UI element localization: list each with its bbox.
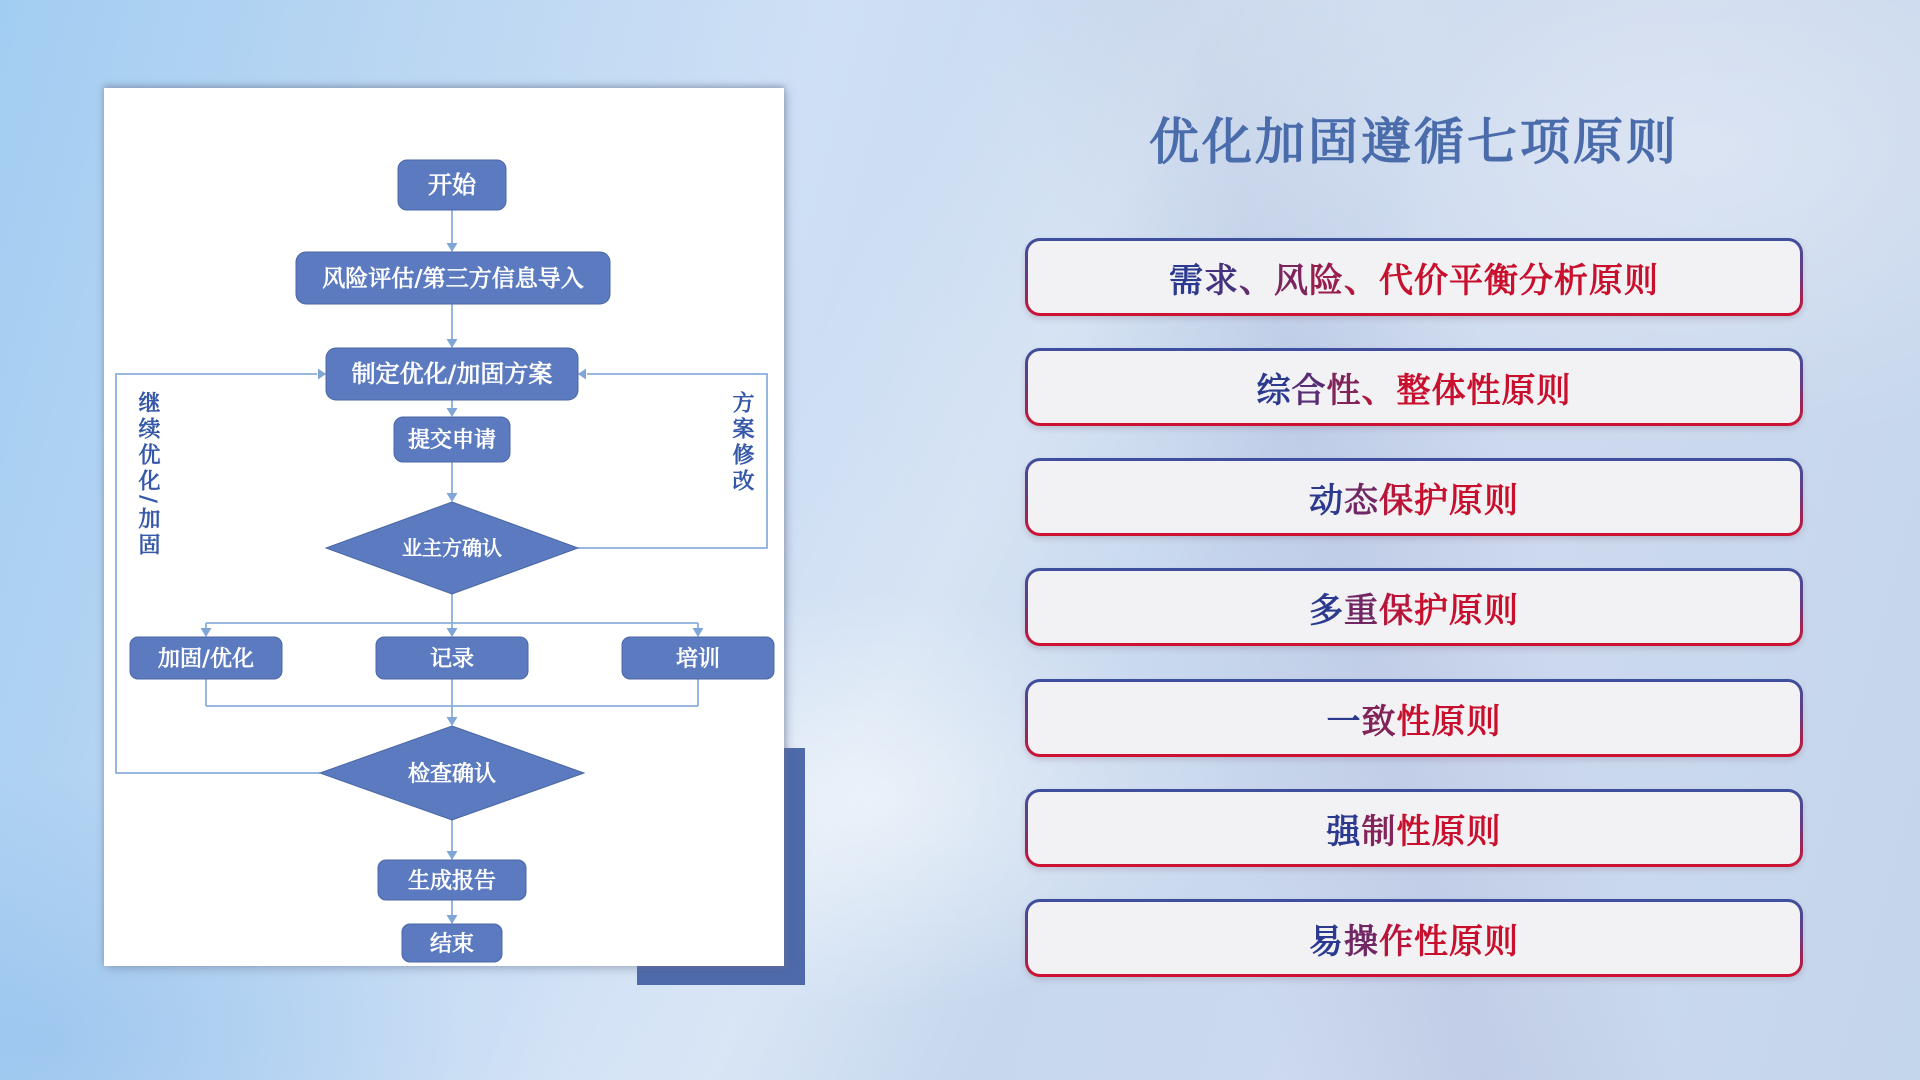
check-confirm-label: 检查确认 (407, 762, 497, 787)
plan-label: 制定优化/加固方案 (351, 360, 553, 388)
principle-box-1 (1025, 238, 1803, 316)
principle-box-7 (1025, 899, 1803, 977)
principle-box-5-inner (1028, 682, 1800, 754)
principle-box-3-inner (1028, 461, 1800, 533)
principle-box-7-inner (1028, 902, 1800, 974)
flowchart (104, 88, 784, 966)
training-label: 培训 (675, 647, 721, 672)
submit-label: 提交申请 (407, 428, 497, 453)
principle-2-label: 综合性、整体性原则 (1256, 370, 1572, 411)
owner-confirm-label: 业主方确认 (402, 536, 502, 560)
reinforce-label: 加固/优化 (157, 647, 255, 672)
loop-label-revise: 方案修改 (729, 391, 754, 495)
report-label: 生成报告 (407, 869, 497, 894)
loop-label-continue: 继续优化/加固 (135, 391, 160, 560)
principle-7-label: 易操作性原则 (1309, 921, 1519, 962)
principle-5-label: 一致性原则 (1326, 701, 1502, 742)
risk-label: 风险评估/第三方信息导入 (322, 266, 584, 292)
record-label: 记录 (429, 647, 475, 672)
principle-6-label: 强制性原则 (1326, 811, 1502, 852)
page-title: 优化加固遵循七项原则 (1149, 113, 1679, 171)
flowchart-card (104, 88, 784, 966)
principle-3-label: 动态保护原则 (1309, 480, 1519, 521)
principle-1-label: 需求、风险、代价平衡分析原则 (1169, 260, 1659, 301)
principle-box-6 (1025, 789, 1803, 867)
principle-box-3 (1025, 458, 1803, 536)
principle-4-label: 多重保护原则 (1309, 590, 1519, 631)
end-label: 结束 (429, 932, 475, 957)
principle-box-2-inner (1028, 351, 1800, 423)
principle-box-5 (1025, 679, 1803, 757)
principle-box-2 (1025, 348, 1803, 426)
principle-box-1-inner (1028, 241, 1800, 313)
principle-box-4-inner (1028, 571, 1800, 643)
principle-box-6-inner (1028, 792, 1800, 864)
start-label: 开始 (428, 171, 476, 199)
principle-box-4 (1025, 568, 1803, 646)
